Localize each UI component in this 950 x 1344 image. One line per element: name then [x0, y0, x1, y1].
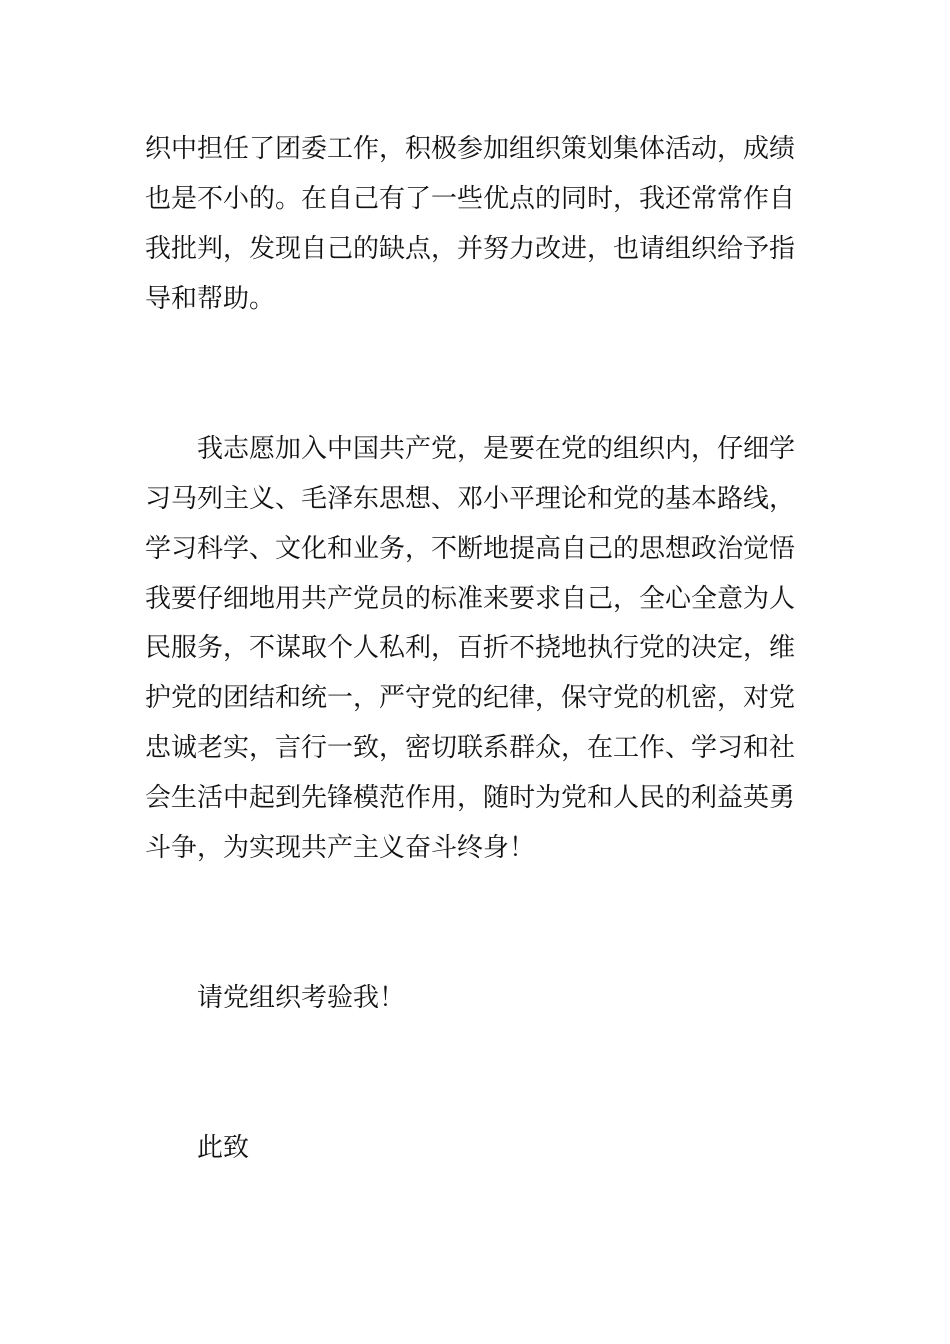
paragraph-line: 也是不小的。在自己有了一些优点的同时，我还常常作自: [145, 184, 796, 214]
paragraph-line: 织中担任了团委工作，积极参加组织策划集体活动，成绩: [145, 134, 796, 164]
paragraph-line: 我志愿加入中国共产党，是要在党的组织内，仔细学: [197, 434, 796, 464]
paragraph-line: 会生活中起到先锋模范作用，随时为党和人民的利益英勇: [145, 783, 796, 813]
paragraph-line: 民服务，不谋取个人私利，百折不挠地执行党的决定，维: [145, 633, 796, 663]
paragraph-line: 斗争，为实现共产主义奋斗终身！: [145, 833, 536, 863]
paragraph-line: 我批判，发现自己的缺点，并努力改进，也请组织给予指: [145, 234, 796, 264]
paragraph-line: 习马列主义、毛泽东思想、邓小平理论和党的基本路线，: [145, 484, 796, 514]
paragraph-line: 导和帮助。: [145, 284, 276, 314]
paragraph-line: 学习科学、文化和业务，不断地提高自己的思想政治觉悟: [145, 534, 796, 564]
paragraph-line: 我要仔细地用共产党员的标准来要求自己，全心全意为人: [145, 584, 796, 614]
closing-salutation: 此致: [197, 1133, 250, 1163]
paragraph-line: 护党的团结和统一，严守党的纪律，保守党的机密，对党: [145, 683, 796, 713]
paragraph-line: 忠诚老实，言行一致，密切联系群众，在工作、学习和社: [145, 733, 796, 763]
request-line: 请党组织考验我！: [197, 983, 406, 1013]
